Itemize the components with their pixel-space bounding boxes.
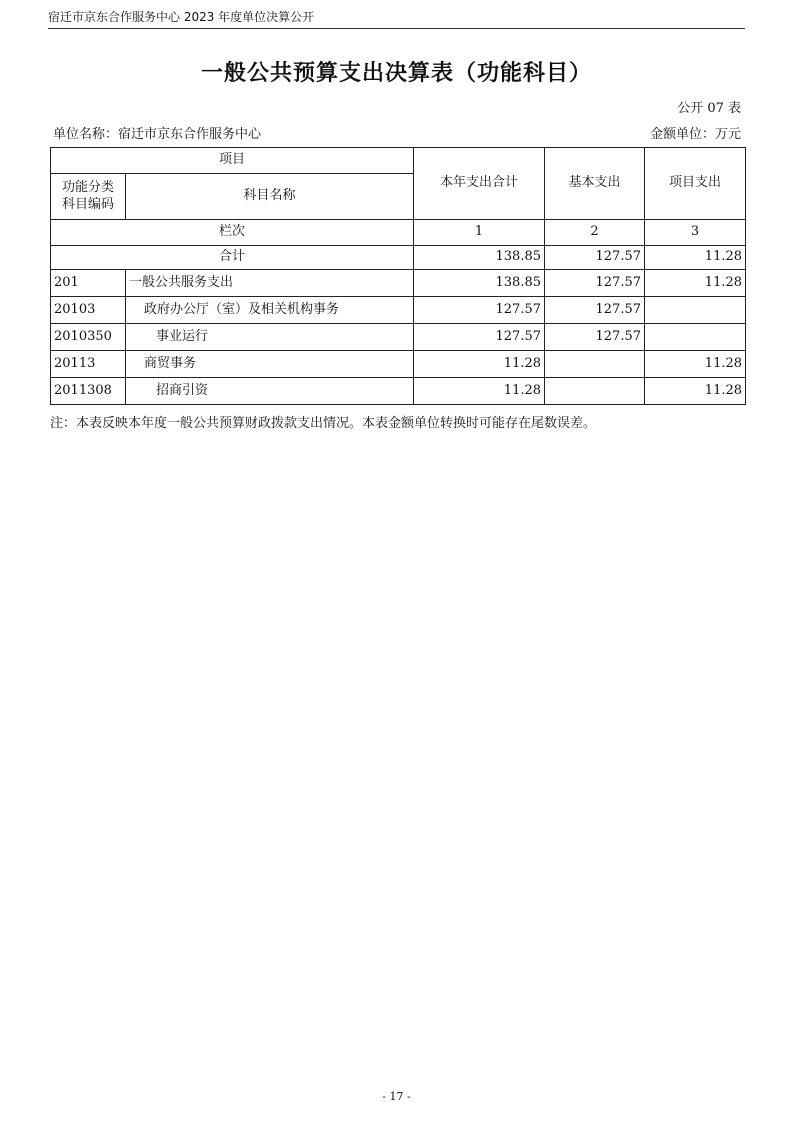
row-total: 138.85 [414, 270, 545, 297]
row-name: 招商引资 [126, 378, 414, 405]
page-number: - 17 - [382, 1090, 411, 1103]
row-code: 201 [51, 270, 126, 297]
row-name: 事业运行 [126, 324, 414, 351]
row-project: 11.28 [645, 351, 746, 378]
page-title: 一般公共预算支出决算表（功能科目） [200, 61, 592, 86]
column-index-3: 3 [645, 220, 746, 246]
row-name: 商贸事务 [126, 351, 414, 378]
total-row-project: 11.28 [645, 246, 746, 270]
column-index-label: 栏次 [51, 220, 414, 246]
row-code: 2010350 [51, 324, 126, 351]
project-header: 项目 [51, 148, 414, 174]
total-row-label: 合计 [51, 246, 414, 270]
code-header: 功能分类 科目编码 [51, 174, 126, 220]
total-row-total: 138.85 [414, 246, 545, 270]
row-name: 政府办公厅（室）及相关机构事务 [126, 297, 414, 324]
table-row [51, 324, 746, 351]
column-index-row [51, 220, 746, 246]
row-basic [545, 378, 645, 405]
row-total: 11.28 [414, 378, 545, 405]
table-tag: 公开 07 表 [677, 101, 741, 116]
header-row-1 [51, 148, 746, 174]
column-index-1: 1 [414, 220, 545, 246]
row-project: 11.28 [645, 270, 746, 297]
row-basic [545, 351, 645, 378]
table-row [51, 351, 746, 378]
row-basic: 127.57 [545, 297, 645, 324]
column-index-2: 2 [545, 220, 645, 246]
row-total: 127.57 [414, 297, 545, 324]
amount-unit-label: 金额单位：万元 [649, 127, 741, 142]
total-row [51, 246, 746, 270]
document-header: 宿迁市京东合作服务中心 2023 年度单位决算公开 [48, 8, 745, 29]
total-header: 本年支出合计 [414, 148, 545, 220]
row-name: 一般公共服务支出 [126, 270, 414, 297]
project-expense-header: 项目支出 [645, 148, 746, 220]
row-total: 11.28 [414, 351, 545, 378]
row-project: 11.28 [645, 378, 746, 405]
row-total: 127.57 [414, 324, 545, 351]
row-basic: 127.57 [545, 324, 645, 351]
expenditure-table [50, 147, 746, 405]
row-code: 20113 [51, 351, 126, 378]
row-code: 2011308 [51, 378, 126, 405]
row-code: 20103 [51, 297, 126, 324]
table-row [51, 297, 746, 324]
unit-name-label: 单位名称：宿迁市京东合作服务中心 [53, 127, 262, 142]
basic-header: 基本支出 [545, 148, 645, 220]
row-project [645, 297, 746, 324]
name-header: 科目名称 [126, 174, 414, 220]
footnote: 注：本表反映本年度一般公共预算财政拨款支出情况。本表金额单位转换时可能存在尾数误差。 [50, 416, 597, 431]
row-project [645, 324, 746, 351]
table-row [51, 270, 746, 297]
row-basic: 127.57 [545, 270, 645, 297]
table-row [51, 378, 746, 405]
total-row-basic: 127.57 [545, 246, 645, 270]
